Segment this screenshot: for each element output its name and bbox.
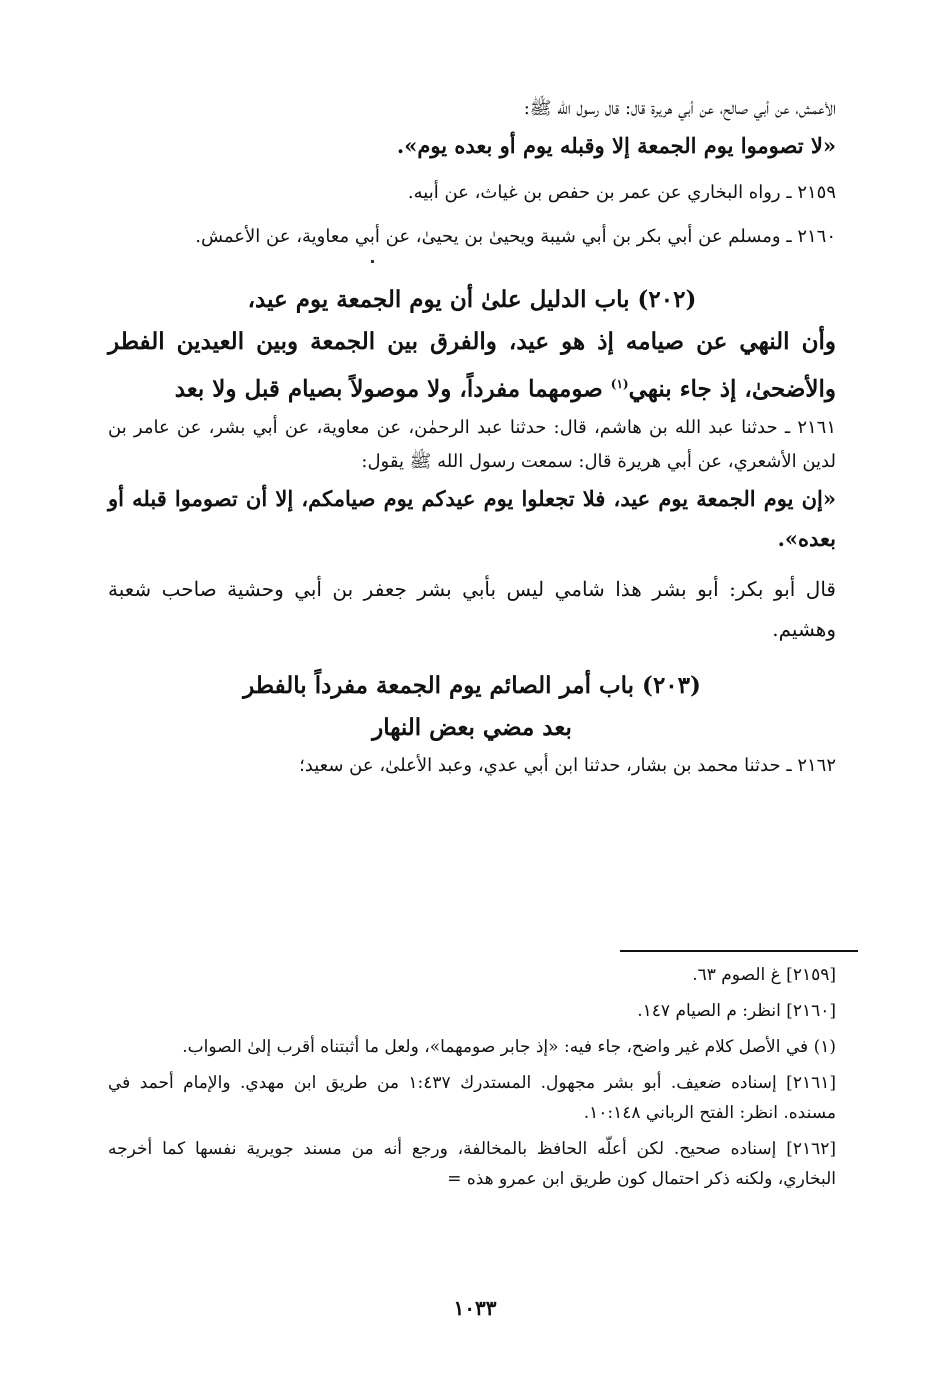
- item-2160: ٢١٦٠ ـ ومسلم عن أبي بكر بن أبي شيبة ويحيىٰ بن يحيىٰ، عن أبي معاوية، عن الأعمش.: [195, 226, 836, 247]
- chapter-202-subtitle-b: صومهما مفرداً، ولا موصولاً بصيام قبل ولا بعد: [174, 375, 603, 403]
- footnotes: [108, 960, 836, 1200]
- abu-bakr-note: قال أبو بكر: أبو بشر هذا شامي ليس بأبي بشر جعفر بن أبي وحشية صاحب شعبة وهشيم.: [108, 576, 836, 641]
- chapter-202-subtitle: [108, 321, 836, 411]
- hadith-quote-1: «لا تصوموا يوم الجمعة إلا وقبله يوم أو بعده يوم».: [396, 133, 836, 158]
- page-number: ١٠٣٣: [453, 1296, 497, 1320]
- item-2161: ٢١٦١ ـ حدثنا عبد الله بن هاشم، قال: حدثنا عبد الرحمٰن، عن معاوية، عن أبي بشر، عن عامر بن لدين الأشعري، عن أبي هريرة قال: سمعت رسول الله ﷺ يقول:: [108, 416, 837, 472]
- footnote-2160: [٢١٦٠] انظر: م الصيام ١٤٧.: [637, 1001, 836, 1021]
- footnote-divider: [620, 950, 858, 952]
- page-body: [108, 92, 836, 783]
- item-2159: ٢١٥٩ ـ رواه البخاري عن عمر بن حفص بن غياث، عن أبيه.: [407, 182, 836, 203]
- separator-dot: [371, 260, 374, 263]
- footnote-1: (١) في الأصل كلام غير واضح، جاء فيه: «إذ جابر صومهما»، ولعل ما أثبتناه أقرب إلىٰ الصواب.: [182, 1037, 836, 1057]
- footnote-2161: [٢١٦١] إسناده ضعيف. أبو بشر مجهول. المستدرك ١:٤٣٧ من طريق ابن مهدي. والإمام أحمد في مسنده. انظر: الفتح الرباني ١٠:١٤٨.: [108, 1073, 836, 1123]
- item-2162: ٢١٦٢ ـ حدثنا محمد بن بشار، حدثنا ابن أبي عدي، وعبد الأعلىٰ، عن سعيد؛: [299, 754, 836, 776]
- footnote-2162: [٢١٦٢] إسناده صحيح. لكن أعلّه الحافظ بالمخالفة، ورجع أنه من مسند جويرية نفسها كما أخرجه البخاري، ولكنه ذكر احتمال كون طريق ابن عمرو هذه =: [108, 1139, 836, 1189]
- footnote-2159: [٢١٥٩] غ الصوم ٦٣.: [692, 965, 836, 985]
- chapter-202-title: (٢٠٢) باب الدليل علىٰ أن يوم الجمعة يوم عيد،: [247, 286, 697, 313]
- chapter-203-subtitle: بعد مضي بعض النهار: [372, 713, 572, 741]
- footnote-marker-1: (١): [610, 377, 629, 391]
- chapter-203-title: (٢٠٣) باب أمر الصائم يوم الجمعة مفرداً بالفطر: [243, 671, 701, 699]
- hadith-quote-2: «إن يوم الجمعة يوم عيد، فلا تجعلوا يوم عيدكم يوم صيامكم، إلا أن تصوموا قبله أو بعده».: [108, 485, 836, 551]
- chapter-202-subtitle-a: وأن النهي عن صيامه إذ هو عيد، والفرق بين الجمعة وبين العيدين الفطر والأضحىٰ، إذ جاء بنهي: [108, 328, 836, 403]
- intro-line: الأعمش، عن أبي صالح، عن أبي هريرة قال: قال رسول الله ﷺ:: [523, 98, 836, 119]
